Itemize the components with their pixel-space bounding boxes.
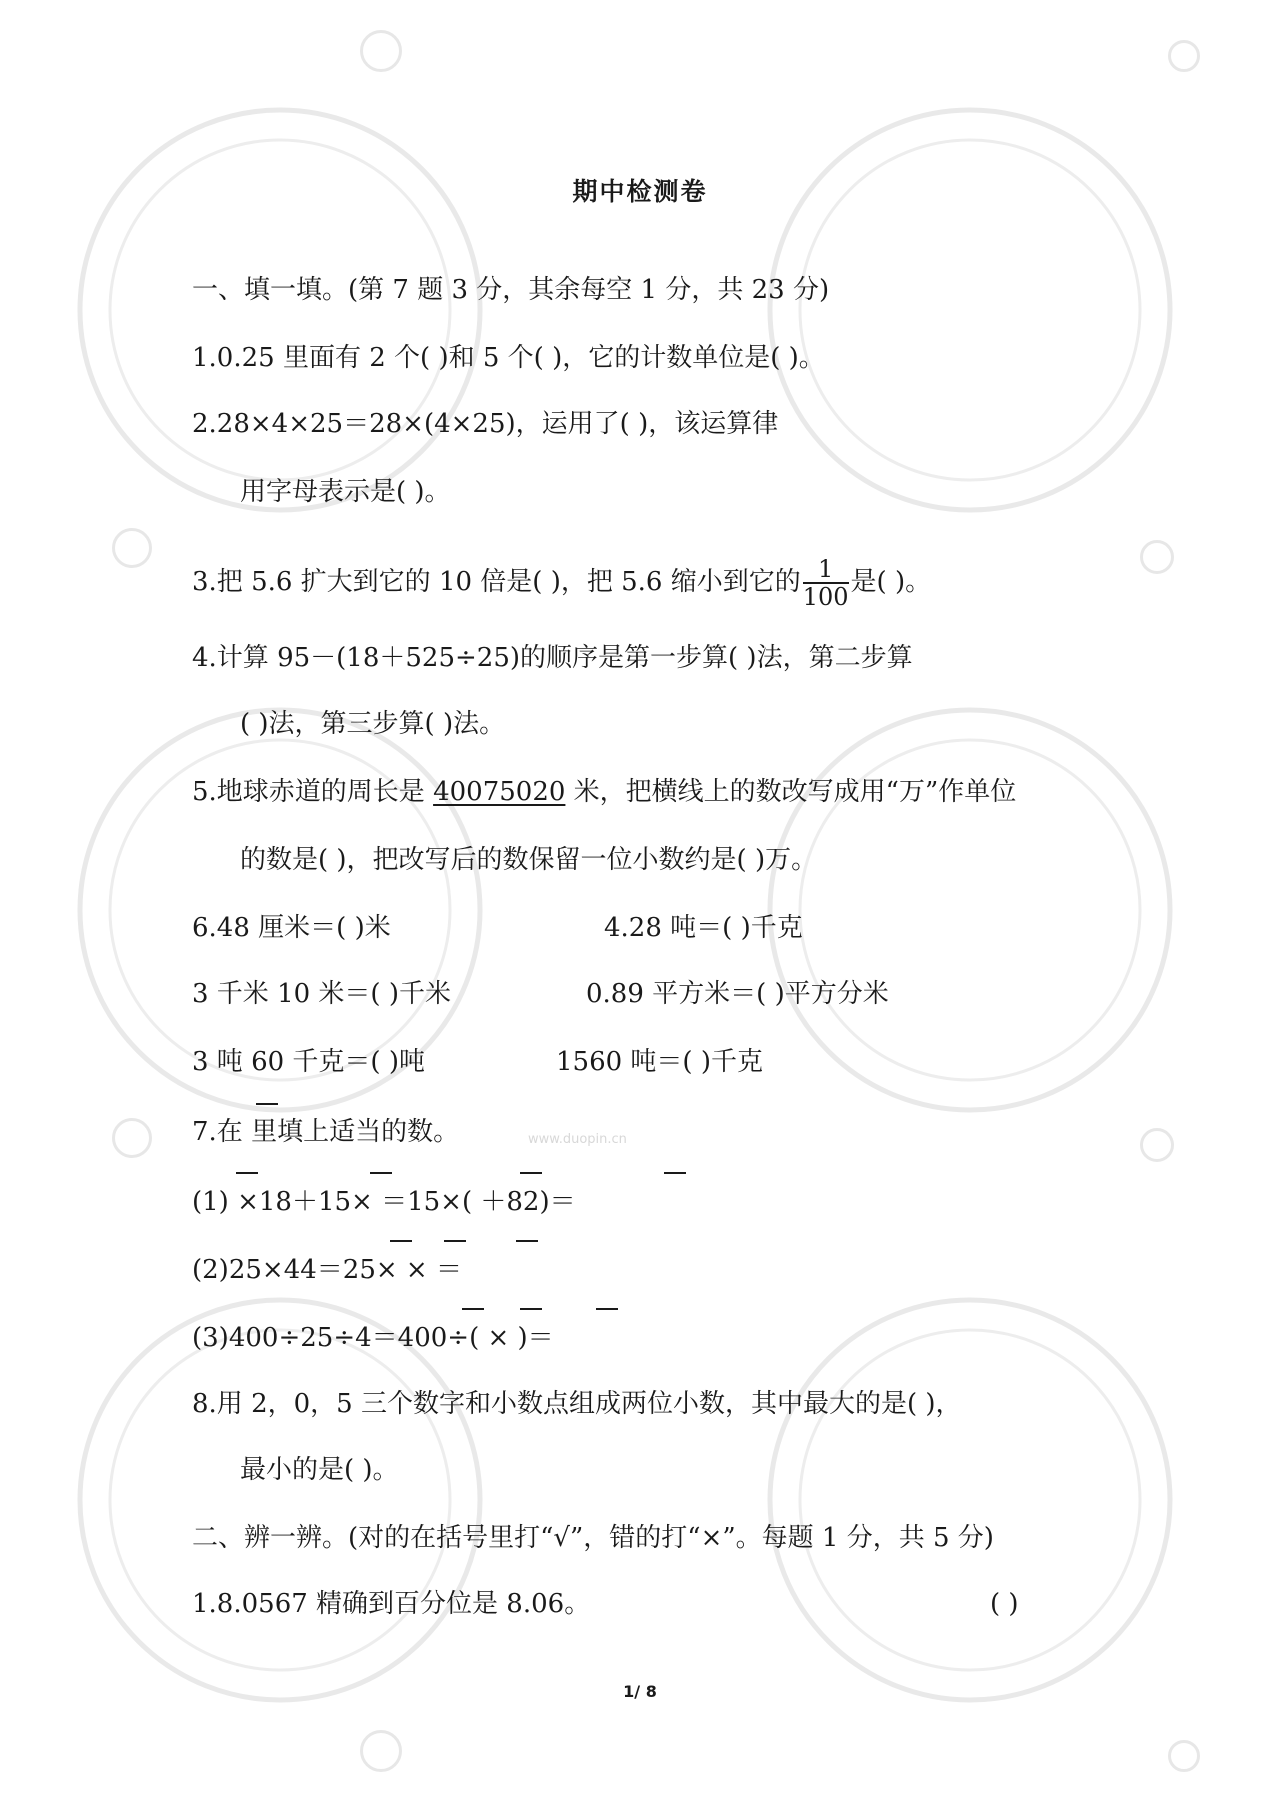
section1-heading: 一、填一填。(第 7 题 3 分，其余每空 1 分，共 23 分) [192,275,830,305]
question-8-line2: 最小的是( )。 [240,1455,399,1485]
question-6-row2-b: 0.89 平方米＝( )平方分米 [586,979,889,1009]
question-2-line2: 用字母表示是( )。 [240,477,451,507]
blank-overline [516,1240,538,1242]
question-3-text-before: 3.把 5.6 扩大到它的 10 倍是( )，把 5.6 缩小到它的 [192,567,801,597]
question-7: 7.在 里填上适当的数。 [192,1117,460,1147]
question-2-line1: 2.28×4×25＝28×(4×25)，运用了( )，该运算律 [192,409,779,439]
blank-overline [596,1308,618,1310]
watermark-dot [112,528,152,568]
watermark-site: www.duopin.cn [528,1132,627,1147]
question-4-line1: 4.计算 95－(18＋525÷25)的顺序是第一步算( )法，第二步算 [192,643,913,673]
question-6-row3-a: 3 吨 60 千克＝( )吨 [192,1047,425,1077]
question-5-line1 [192,774,1016,810]
blank-overline [520,1172,542,1174]
fraction-one-hundredth [803,556,849,610]
blank-overline [370,1172,392,1174]
question-6-row2-a: 3 千米 10 米＝( )千米 [192,979,451,1009]
watermark-dot [1168,40,1200,72]
fraction-denominator: 100 [802,583,849,611]
question-7-part2: (2)25×44＝25× × ＝ [192,1255,462,1285]
question-1: 1.0.25 里面有 2 个( )和 5 个( )，它的计数单位是( )。 [192,343,825,373]
question-3-text-after: 是( )。 [850,567,932,597]
watermark-dot [1168,1740,1200,1772]
blank-overline [236,1172,258,1174]
watermark-seal [760,100,1180,520]
section2-heading: 二、辨一辨。(对的在括号里打“√”，错的打“×”。每题 1 分，共 5 分) [192,1523,994,1553]
question-6-row3-b: 1560 吨＝( )千克 [556,1047,763,1077]
question-7-part1: (1) ×18＋15× ＝15×( ＋82)＝ [192,1187,576,1217]
watermark-dot [360,30,402,72]
watermark-dot [360,1730,402,1772]
blank-overline [520,1308,542,1310]
question-5-text-a: 5.地球赤道的周长是 [192,777,434,807]
question-5-line2: 的数是( )，把改写后的数保留一位小数约是( )万。 [240,845,818,875]
watermark-dot [112,1118,152,1158]
blank-overline [664,1172,686,1174]
question-7-part3: (3)400÷25÷4＝400÷( × )＝ [192,1323,554,1353]
watermark-seal [760,700,1180,1120]
watermark-dot [1140,1128,1174,1162]
page-number: 1/ 8 [623,1682,657,1701]
watermark-seal [760,1290,1180,1710]
page-title: 期中检测卷 [572,177,708,206]
watermark-seal [70,100,490,520]
answer-bracket: ( ) [990,1589,1019,1619]
question-3 [192,556,931,610]
question-6-row1-a: 6.48 厘米＝( )米 [192,913,391,943]
underlined-number: 40075020 [433,777,566,807]
blank-overline [256,1103,278,1105]
judge-question-1: 1.8.0567 精确到百分位是 8.06。 [192,1589,591,1619]
question-4-line2: ( )法，第三步算( )法。 [240,709,506,739]
blank-overline [462,1308,484,1310]
question-6-row1-b: 4.28 吨＝( )千克 [604,913,803,943]
watermark-dot [1140,540,1174,574]
blank-overline [390,1240,412,1242]
blank-overline [444,1240,466,1242]
question-5-text-b: 米，把横线上的数改写成用“万”作单位 [565,777,1017,807]
question-8-line1: 8.用 2，0，5 三个数字和小数点组成两位小数，其中最大的是( )， [192,1389,962,1419]
fraction-numerator: 1 [803,556,849,584]
